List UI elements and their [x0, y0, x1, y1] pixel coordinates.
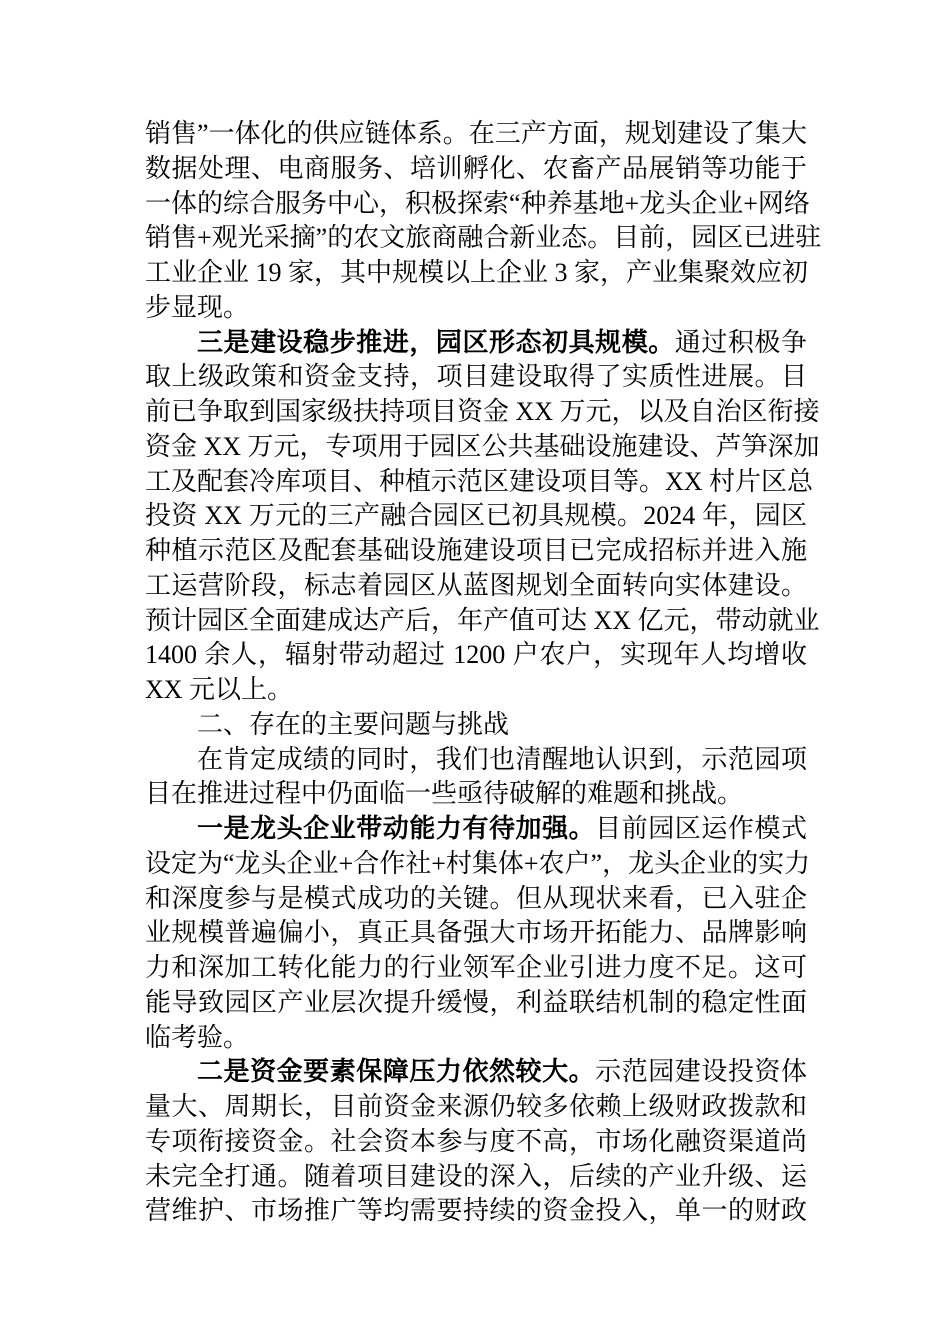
text-line: [145, 916, 807, 951]
paragraph-lead-heading: 三是建设稳步推进，园区形态初具规模。: [197, 327, 675, 357]
line-text: 示范园建设投资体: [595, 1057, 807, 1087]
text-line: [145, 395, 820, 430]
text-line: [145, 847, 811, 882]
line-text: 量大、周期长，目前资金来源仍较多依赖上级财政拨款和: [145, 1092, 807, 1121]
text-line: [145, 534, 807, 569]
line-text: 步显现。: [145, 292, 250, 322]
text-line: [145, 117, 807, 152]
line-text: 和深度参与是模式成功的关键。但从现状来看，已入驻企: [145, 883, 807, 913]
line-text: 前已争取到国家级扶持项目资金 XX 万元，以及自治区衔接: [145, 397, 820, 426]
line-text: 设定为“龙头企业+合作社+村集体+农户”，龙头企业的实力: [145, 848, 811, 878]
text-line: [145, 499, 807, 534]
text-line: [145, 673, 807, 708]
paragraph-lead-heading: 二是资金要素保障压力依然较大。: [197, 1057, 596, 1087]
text-line: [145, 1021, 807, 1056]
text-line: [145, 256, 807, 291]
document-page: [145, 117, 822, 1229]
line-text: 数据处理、电商服务、培训孵化、农畜产品展销等功能于: [145, 153, 807, 183]
line-text: 投资 XX 万元的三产融合园区已初具规模。2024 年，园区: [145, 501, 807, 531]
line-text: 通过积极争: [674, 327, 807, 357]
text-line: [145, 604, 820, 639]
text-line: [145, 986, 807, 1021]
text-line: [145, 465, 814, 500]
line-text: 取上级政策和资金支持，项目建设取得了实质性进展。目: [145, 362, 807, 392]
text-line: [145, 708, 807, 743]
line-text: 营维护、市场推广等均需要持续的资金投入，单一的财政: [145, 1196, 807, 1226]
text-line: [145, 360, 807, 395]
paragraph: [145, 1055, 807, 1229]
line-text: 工业企业 19 家，其中规模以上企业 3 家，产业集聚效应初: [145, 258, 809, 287]
paragraph: [145, 812, 811, 1055]
line-text: 预计园区全面建成达产后，年产值可达 XX 亿元，带动就业: [145, 605, 820, 635]
text-line: [145, 569, 807, 604]
line-text: 能导致园区产业层次提升缓慢，利益联结机制的稳定性面: [145, 987, 807, 1017]
text-line: [145, 1125, 807, 1160]
line-text: 销售+观光采摘”的农文旅商融合新业态。目前，园区已进驻: [145, 223, 822, 253]
text-line: [145, 812, 807, 847]
text-line: [145, 152, 807, 187]
line-text: 目在推进过程中仍面临一些亟待破解的难题和挑战。: [145, 779, 744, 809]
text-line: [145, 743, 807, 778]
line-text: XX 元以上。: [145, 675, 294, 704]
text-line: [145, 1160, 807, 1195]
line-text: 目前园区运作模式: [595, 814, 807, 843]
text-line: [145, 882, 807, 917]
line-text: 临考验。: [145, 1022, 250, 1052]
text-line: [145, 187, 810, 222]
paragraph: [145, 326, 820, 708]
line-text: 一体的综合服务中心，积极探索“种养基地+龙头企业+网络: [145, 188, 810, 218]
line-text: 二、存在的主要问题与挑战: [197, 709, 510, 739]
text-line: [145, 951, 807, 986]
text-line: [145, 1090, 807, 1125]
line-text: 工运营阶段，标志着园区从蓝图规划全面转向实体建设。: [145, 570, 807, 600]
line-text: 业规模普遍偏小，真正具备强大市场开拓能力、品牌影响: [145, 918, 807, 948]
text-line: [145, 326, 807, 361]
text-line: [145, 1194, 807, 1229]
line-text: 在肯定成绩的同时，我们也清醒地认识到，示范园项: [197, 744, 807, 774]
line-text: 资金 XX 万元，专项用于园区公共基础设施建设、芦笋深加: [145, 431, 820, 461]
paragraph-lead-heading: 一是龙头企业带动能力有待加强。: [197, 814, 596, 843]
paragraph: [145, 743, 807, 813]
text-line: [145, 430, 820, 465]
line-text: 工及配套冷库项目、种植示范区建设项目等。XX 村片区总: [145, 466, 814, 496]
line-text: 种植示范区及配套基础设施建设项目已完成招标并进入施: [145, 536, 807, 565]
line-text: 力和深加工转化能力的行业领军企业引进力度不足。这可: [145, 953, 807, 982]
paragraph: [145, 117, 822, 326]
line-text: 销售”一体化的供应链体系。在三产方面，规划建设了集大: [145, 119, 807, 148]
text-line: [145, 638, 807, 673]
line-text: 未完全打通。随着项目建设的深入，后续的产业升级、运: [145, 1161, 807, 1191]
line-text: 1400 余人，辐射带动超过 1200 户农户，实现年人均增收: [145, 640, 807, 670]
text-line: [145, 777, 807, 812]
text-line: [145, 291, 807, 326]
text-line: [145, 1055, 807, 1090]
paragraph: [145, 708, 807, 743]
line-text: 专项衔接资金。社会资本参与度不高，市场化融资渠道尚: [145, 1126, 807, 1156]
text-line: [145, 221, 822, 256]
